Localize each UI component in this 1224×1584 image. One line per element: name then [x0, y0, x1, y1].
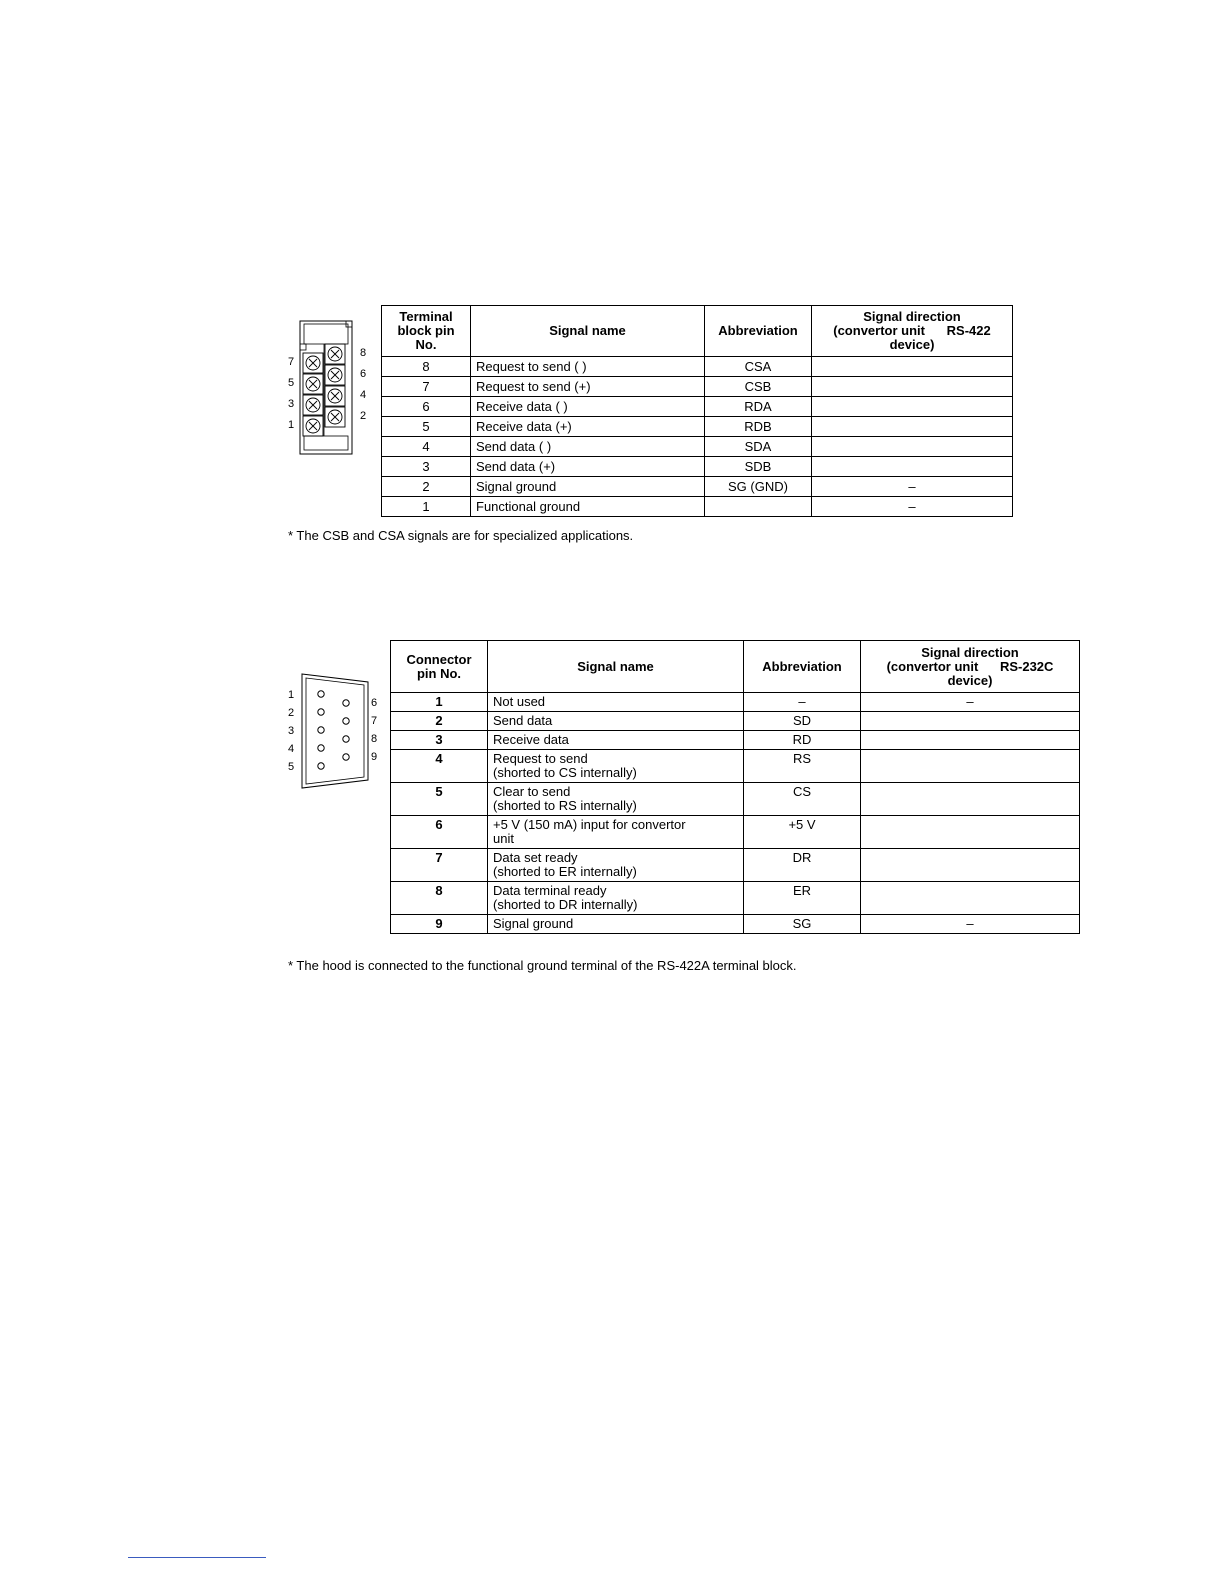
- terminal-label: 4: [360, 389, 367, 401]
- direction-cell: [861, 750, 1080, 783]
- header-signal-name: Signal name: [471, 306, 705, 357]
- table-row: [382, 457, 1013, 477]
- direction-cell: [861, 849, 1080, 882]
- connector-label: 8: [371, 733, 378, 745]
- table-row: [382, 437, 1013, 457]
- signal-name-cell: Send data ( ): [471, 437, 705, 457]
- terminal-label: 5: [288, 377, 295, 389]
- abbreviation-cell: CSB: [705, 377, 812, 397]
- header-text: Connector: [406, 651, 472, 667]
- abbreviation-cell: SD: [744, 712, 861, 731]
- table-row: [391, 750, 1080, 783]
- pin-cell: 9: [391, 915, 488, 934]
- direction-cell: [861, 816, 1080, 849]
- connector-label: 9: [371, 751, 378, 763]
- pin-cell: 3: [382, 457, 471, 477]
- table-header-row: [382, 306, 1013, 357]
- signal-name-line: Signal ground: [493, 916, 574, 931]
- pin-cell: 5: [391, 783, 488, 816]
- signal-name-line: Data set ready: [493, 850, 578, 865]
- table-row: [382, 477, 1013, 497]
- table2-footnote: * The hood is connected to the functional ground terminal of the RS-422A terminal block.: [288, 958, 797, 973]
- pin-cell: 8: [391, 882, 488, 915]
- signal-name-cell: [488, 816, 744, 849]
- header-signal-name: Signal name: [488, 641, 744, 693]
- terminal-label: 8: [360, 347, 367, 359]
- abbreviation-cell: SG: [744, 915, 861, 934]
- table-row: [391, 915, 1080, 934]
- direction-cell: [861, 731, 1080, 750]
- signal-name-line: unit: [493, 831, 514, 846]
- header-text: Signal direction: [921, 644, 1019, 660]
- header-pin: [382, 306, 471, 357]
- connector-label: 3: [288, 725, 295, 737]
- signal-name-line: +5 V (150 mA) input for convertor: [493, 817, 686, 832]
- dsub-connector-icon: [284, 668, 384, 796]
- dsub-connector-diagram: [284, 668, 384, 796]
- signal-name-cell: Request to send ( ): [471, 357, 705, 377]
- header-direction: [861, 641, 1080, 693]
- abbreviation-cell: [705, 497, 812, 517]
- header-text: block pin: [397, 323, 455, 338]
- table-row: [391, 816, 1080, 849]
- table-row: [391, 783, 1080, 816]
- table-header-row: [391, 641, 1080, 693]
- pin-cell: 4: [382, 437, 471, 457]
- direction-cell: [812, 357, 1013, 377]
- pin-cell: 7: [391, 849, 488, 882]
- direction-cell: [861, 712, 1080, 731]
- direction-cell: [812, 397, 1013, 417]
- pin-cell: 8: [382, 357, 471, 377]
- pin-cell: 2: [391, 712, 488, 731]
- header-text: Signal direction: [863, 309, 961, 324]
- abbreviation-cell: +5 V: [744, 816, 861, 849]
- pin-cell: 1: [382, 497, 471, 517]
- header-pin: [391, 641, 488, 693]
- signal-name-line: (shorted to CS internally): [493, 765, 637, 780]
- terminal-label: 6: [360, 368, 367, 380]
- abbreviation-cell: ER: [744, 882, 861, 915]
- abbreviation-cell: RD: [744, 731, 861, 750]
- abbreviation-cell: CSA: [705, 357, 812, 377]
- signal-name-cell: [488, 712, 744, 731]
- abbreviation-cell: SDB: [705, 457, 812, 477]
- abbreviation-cell: DR: [744, 849, 861, 882]
- table-row: [382, 397, 1013, 417]
- table-row: [382, 357, 1013, 377]
- signal-name-cell: [488, 882, 744, 915]
- signal-name-line: Send data: [493, 713, 553, 728]
- direction-cell: –: [812, 477, 1013, 497]
- connector-label: 1: [288, 689, 295, 701]
- header-abbreviation: Abbreviation: [744, 641, 861, 693]
- terminal-block-diagram: [284, 318, 374, 458]
- signal-name-cell: Send data (+): [471, 457, 705, 477]
- signal-name-cell: Receive data ( ): [471, 397, 705, 417]
- signal-name-cell: Signal ground: [471, 477, 705, 497]
- connector-label: 2: [288, 707, 295, 719]
- signal-name-cell: Request to send (+): [471, 377, 705, 397]
- signal-name-cell: [488, 750, 744, 783]
- header-text: (convertor unit RS-232C: [886, 658, 1054, 674]
- pin-cell: 5: [382, 417, 471, 437]
- pin-cell: 6: [391, 816, 488, 849]
- connector-label: 7: [371, 715, 378, 727]
- signal-name-line: (shorted to DR internally): [493, 897, 638, 912]
- header-direction: [812, 306, 1013, 357]
- terminal-label: 3: [288, 398, 295, 410]
- table-row: [382, 497, 1013, 517]
- signal-name-cell: [488, 849, 744, 882]
- signal-name-line: (shorted to RS internally): [493, 798, 637, 813]
- signal-name-cell: [488, 693, 744, 712]
- pin-cell: 6: [382, 397, 471, 417]
- abbreviation-cell: SG (GND): [705, 477, 812, 497]
- pin-cell: 7: [382, 377, 471, 397]
- header-text: pin No.: [416, 665, 462, 681]
- rs422-pin-table: [381, 305, 1013, 517]
- abbreviation-cell: SDA: [705, 437, 812, 457]
- terminal-label: 1: [288, 419, 295, 431]
- signal-name-cell: Functional ground: [471, 497, 705, 517]
- direction-cell: –: [861, 915, 1080, 934]
- pin-cell: 3: [391, 731, 488, 750]
- abbreviation-cell: RDB: [705, 417, 812, 437]
- table-row: [391, 849, 1080, 882]
- rs232c-pin-table: [390, 640, 1080, 934]
- table-row: [391, 882, 1080, 915]
- signal-name-cell: [488, 783, 744, 816]
- table-row: [391, 693, 1080, 712]
- pin-cell: 2: [382, 477, 471, 497]
- terminal-label: 2: [360, 410, 367, 422]
- abbreviation-cell: –: [744, 693, 861, 712]
- table1-footnote: * The CSB and CSA signals are for specialized applications.: [288, 528, 634, 543]
- direction-cell: –: [812, 497, 1013, 517]
- signal-name-line: Not used: [493, 694, 546, 709]
- header-text: device): [947, 672, 993, 688]
- direction-cell: [812, 377, 1013, 397]
- terminal-label: 7: [288, 356, 295, 368]
- header-text: device): [889, 337, 935, 352]
- connector-label: 4: [288, 743, 295, 755]
- direction-cell: [861, 882, 1080, 915]
- table-row: [382, 377, 1013, 397]
- signal-name-cell: [488, 915, 744, 934]
- terminal-block-icon: [284, 318, 374, 458]
- abbreviation-cell: CS: [744, 783, 861, 816]
- connector-label: 5: [288, 761, 295, 773]
- header-abbreviation: Abbreviation: [705, 306, 812, 357]
- signal-name-cell: [488, 731, 744, 750]
- footer-link-underline: [128, 1557, 266, 1558]
- connector-label: 6: [371, 697, 378, 709]
- signal-name-line: Data terminal ready: [493, 883, 607, 898]
- signal-name-line: Clear to send: [493, 784, 571, 799]
- signal-name-cell: Receive data (+): [471, 417, 705, 437]
- header-text: (convertor unit RS-422: [833, 323, 991, 338]
- signal-name-line: (shorted to ER internally): [493, 864, 637, 879]
- direction-cell: [861, 783, 1080, 816]
- direction-cell: [812, 457, 1013, 477]
- direction-cell: [812, 437, 1013, 457]
- table-row: [391, 712, 1080, 731]
- header-text: No.: [415, 337, 437, 352]
- signal-name-line: Receive data: [493, 732, 569, 747]
- abbreviation-cell: RS: [744, 750, 861, 783]
- direction-cell: –: [861, 693, 1080, 712]
- pin-cell: 1: [391, 693, 488, 712]
- table-row: [391, 731, 1080, 750]
- signal-name-line: Request to send: [493, 751, 588, 766]
- header-text: Terminal: [399, 309, 453, 324]
- direction-cell: [812, 417, 1013, 437]
- table-row: [382, 417, 1013, 437]
- pin-cell: 4: [391, 750, 488, 783]
- abbreviation-cell: RDA: [705, 397, 812, 417]
